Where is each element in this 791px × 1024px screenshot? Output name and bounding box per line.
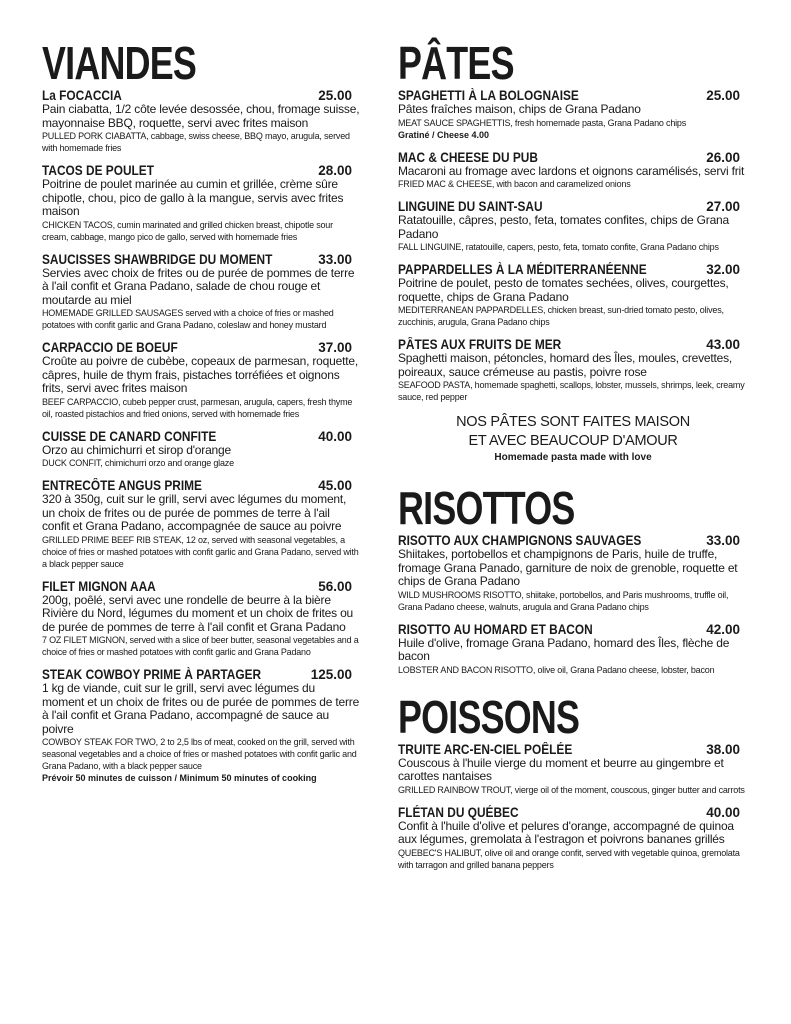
item-description-en: QUEBEC'S HALIBUT, olive oil and orange confit, served with vegetable quinoa, gremolata with tarragon and grilled banana peppers — [398, 847, 740, 870]
item-price: 56.00 — [318, 578, 352, 594]
section-title-risottos: RISOTTOS — [398, 482, 575, 534]
item-description-fr: Servies avec choix de frites ou de purée de pommes de terre à l'ail confit et Grana Padano, salade de chou rouge et moutarde au miel — [42, 265, 355, 307]
item-description-en: FRIED MAC & CHEESE, with bacon and caramelized onions — [398, 179, 631, 189]
item-description-en: CHICKEN TACOS, cumin marinated and grilled chicken breast, chipotle sour cream, cabbage, mango pico de gallo, served with homemade fries — [42, 219, 333, 242]
item-price: 28.00 — [318, 163, 352, 178]
menu-item — [42, 579, 360, 659]
item-name: CARPACCIO DE BOEUF — [42, 340, 178, 355]
item-name: PÂTES AUX FRUITS DE MER — [398, 337, 562, 352]
item-name: RISOTTO AUX CHAMPIGNONS SAUVAGES — [398, 533, 642, 548]
menu-item — [42, 252, 360, 332]
item-description-fr: Huile d'olive, fromage Grana Padano, homard des Îles, flèche de bacon — [398, 635, 730, 663]
menu-item — [42, 340, 360, 420]
item-price: 125.00 — [310, 667, 352, 682]
promo-line-2: ET AVEC BEAUCOUP D'AMOUR — [468, 433, 678, 449]
item-description-fr: Couscous à l'huile vierge du moment et beurre au gingembre et carottes nantaises — [398, 755, 724, 783]
item-description-fr: 200g, poêlé, servi avec une rondelle de beurre à la bière Rivière du Nord, légumes du moment et un choix de frites ou de purée de pommes de terre à l'ail confit et Grana Padano — [42, 592, 354, 634]
item-description-en: WILD MUSHROOMS RISOTTO, shiitake, portobellos, and Paris mushrooms, truffle oil, Grana Padano cheese, walnuts, arugula and Grana Padano chips — [398, 589, 729, 612]
item-description-fr: Croûte au poivre de cubèbe, copeaux de parmesan, roquette, câpres, huile de thym frais, pistaches torréfiées et oignons frits, servi avec frites maison — [42, 354, 358, 395]
item-price: 27.00 — [706, 199, 740, 214]
item-description-en: DUCK CONFIT, chimichurri orzo and orange glaze — [42, 458, 234, 468]
menu-item — [398, 805, 748, 871]
item-description-fr: 1 kg de viande, cuit sur le grill, servi avec légumes du moment et un choix de frites ou de purée de pommes de terre à l'ail confit et Grana Padano, accompagné de sauce au poivre — [42, 681, 360, 736]
homemade-pasta-promo — [398, 413, 748, 465]
item-description-fr: Confit à l'huile d'olive et pelures d'orange, accompagné de quinoa aux légumes, gremolata à l'estragon et poivrons bananes grillés — [398, 818, 734, 846]
item-price: 43.00 — [706, 337, 740, 352]
item-price: 33.00 — [706, 533, 740, 548]
item-description-fr: Spaghetti maison, pétoncles, homard des Îles, moules, crevettes, poireaux, sauce crémeuse au pastis, poivre rose — [398, 351, 733, 379]
right-column — [398, 37, 748, 880]
menu-item — [398, 337, 748, 403]
section-title-viandes: VIANDES — [42, 37, 197, 89]
menu-item — [42, 88, 360, 154]
item-price: 42.00 — [706, 621, 740, 637]
item-description-fr: Macaroni au fromage avec lardons et oignons caramélisés, servi frit — [398, 163, 745, 178]
item-name: SAUCISSES SHAWBRIDGE DU MOMENT — [42, 251, 273, 267]
item-price: 25.00 — [706, 88, 740, 103]
item-description-fr: 320 à 350g, cuit sur le grill, servi avec légumes du moment, un choix de frites ou de purée de pommes de terre à l'ail confit et Grana Padano, accompagnée de sauce au poivre — [42, 492, 347, 533]
item-description-fr: Poitrine de poulet marinée au cumin et grillée, crème sûre chipotle, chou, pico de gallo à la mangue, servis avec frites maison — [42, 177, 344, 218]
item-description-en: MEDITERRANEAN PAPPARDELLES, chicken breast, sun-dried tomato pesto, olives, zucchinis, arugula, Grana Padano chips — [398, 305, 724, 327]
item-name: FLÉTAN DU QUÉBEC — [398, 804, 519, 820]
item-name: CUISSE DE CANARD CONFITE — [42, 428, 217, 444]
menu-item — [398, 622, 748, 676]
item-name: La FOCACCIA — [42, 88, 122, 103]
item-description-fr: Shiitakes, portobellos et champignons de Paris, huile de truffe, fromage Grana Panado, garniture de noix de grenoble, roquette et chips de Grana Padano — [398, 547, 738, 588]
item-description-en: COWBOY STEAK FOR TWO, 2 to 2,5 lbs of meat, cooked on the grill, served with seasonal vegetables and a choice of fries or mashed potatoes with confit garlic and Grana Padano, with a black pepper sauce — [42, 737, 357, 771]
item-description-fr: Poitrine de poulet, pesto de tomates sechées, olives, courgettes, roquette, chips de Grana Padano — [398, 276, 729, 304]
item-name: MAC & CHEESE DU PUB — [398, 149, 538, 165]
promo-english: Homemade pasta made with love — [494, 452, 652, 463]
item-price: 32.00 — [706, 262, 740, 277]
item-description-fr: Pâtes fraîches maison, chips de Grana Padano — [398, 102, 641, 116]
item-description-en: SEAFOOD PASTA, homemade spaghetti, scallops, lobster, mussels, shrimps, leek, creamy sauce, red pepper — [398, 380, 745, 402]
item-description-fr: Pain ciabatta, 1/2 côte levée desossée, chou, fromage suisse, mayonnaise BBQ, roquette, servi avec frites maison — [42, 102, 360, 130]
item-description-en: GRILLED PRIME BEEF RIB STEAK, 12 oz, served with seasonal vegetables, a choice of fries or mashed potatoes with confit garlic and Grana Padano, served with a black pepper sauce — [42, 534, 359, 569]
item-description-en: 7 OZ FILET MIGNON, served with a slice of beer butter, seasonal vegetables and a choice of fries or mashed potatoes with confit garlic and Grana Padano — [42, 635, 359, 657]
item-price: 26.00 — [706, 149, 740, 165]
left-column — [42, 37, 360, 793]
menu-item — [42, 667, 360, 784]
item-description-en: HOMEMADE GRILLED SAUSAGES served with a choice of fries or mashed potatoes with confit garlic and Grana Padano, coleslaw and honey mustard — [42, 308, 334, 330]
menu-item — [398, 742, 748, 796]
item-name: TRUITE ARC-EN-CIEL POÊLÉE — [398, 741, 573, 757]
item-note: Prévoir 50 minutes de cuisson / Minimum 50 minutes of cooking — [42, 773, 317, 783]
item-description-en: GRILLED RAINBOW TROUT, vierge oil of the moment, couscous, ginger butter and carrots — [398, 784, 745, 795]
item-name: LINGUINE DU SAINT-SAU — [398, 199, 543, 214]
menu-item — [398, 150, 748, 191]
menu-item — [42, 429, 360, 470]
menu-item — [398, 533, 748, 613]
item-note: Gratiné / Cheese 4.00 — [398, 129, 490, 140]
item-description-fr: Ratatouille, câpres, pesto, feta, tomates confites, chips de Grana Padano — [398, 213, 729, 241]
item-description-en: PULLED PORK CIABATTA, cabbage, swiss cheese, BBQ mayo, arugula, served with homemade fries — [42, 131, 350, 153]
promo-line-1: NOS PÂTES SONT FAITES MAISON — [456, 414, 690, 430]
item-price: 25.00 — [318, 88, 352, 103]
item-price: 38.00 — [706, 741, 740, 757]
section-title-pates: PÂTES — [398, 37, 514, 89]
menu-item — [42, 163, 360, 243]
menu-item — [398, 199, 748, 253]
item-price: 40.00 — [318, 428, 352, 444]
item-name: PAPPARDELLES À LA MÉDITERRANÉENNE — [398, 262, 647, 277]
menu-item — [42, 478, 360, 570]
item-name: STEAK COWBOY PRIME À PARTAGER — [42, 667, 262, 682]
item-name: SPAGHETTI À LA BOLOGNAISE — [398, 88, 579, 103]
menu-item — [398, 88, 748, 141]
item-price: 37.00 — [318, 340, 352, 355]
item-description-en: MEAT SAUCE SPAGHETTIS, fresh homemade pasta, Grana Padano chips — [398, 117, 687, 128]
item-name: RISOTTO AU HOMARD ET BACON — [398, 621, 593, 637]
section-title-poissons: POISSONS — [398, 690, 580, 743]
item-price: 40.00 — [706, 804, 740, 820]
item-description-en: FALL LINGUINE, ratatouille, capers, pesto, feta, tomato confite, Grana Padano chips — [398, 242, 719, 252]
item-name: ENTRECÔTE ANGUS PRIME — [42, 478, 202, 493]
item-price: 33.00 — [318, 251, 352, 267]
menu-item — [398, 262, 748, 328]
item-description-en: BEEF CARPACCIO, cubeb pepper crust, parmesan, arugula, capers, fresh thyme oil, roasted pistachios and fried onions, served with homemade fries — [42, 396, 353, 419]
item-name: FILET MIGNON AAA — [42, 578, 156, 594]
item-description-en: LOBSTER AND BACON RISOTTO, olive oil, Grana Padano cheese, lobster, bacon — [398, 664, 715, 675]
item-description-fr: Orzo au chimichurri et sirop d'orange — [42, 442, 231, 457]
item-name: TACOS DE POULET — [42, 163, 154, 178]
item-price: 45.00 — [318, 478, 352, 493]
